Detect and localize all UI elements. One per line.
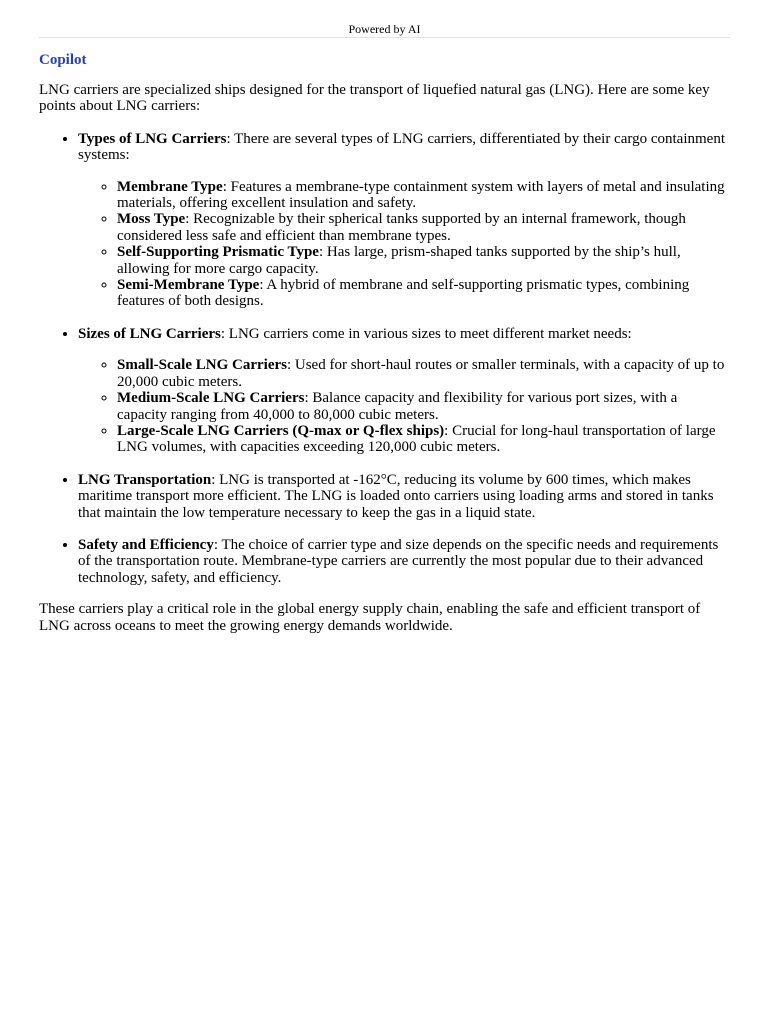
sender-name: Copilot — [39, 52, 87, 68]
powered-by-label: Powered by AI — [348, 22, 421, 36]
item-text: : Recognizable by their spherical tanks supported by an internal framework, though considered less safe and efficient than membrane types. — [117, 211, 686, 244]
item-text: : Has large, prism-shaped tanks supported by the ship’s hull, allowing for more cargo capacity. — [117, 244, 681, 277]
closing-paragraph: These carriers play a critical role in the global energy supply chain, enabling the safe and efficient transport of LNG across oceans to meet the growing energy demands worldwide. — [39, 601, 701, 634]
list-item — [117, 179, 730, 212]
item-term: Large-Scale LNG Carriers (Q-max or Q-flex ships) — [117, 422, 445, 439]
list-item-transportation — [78, 472, 730, 521]
item-term: Sizes of LNG Carriers — [78, 325, 221, 342]
key-points-list — [39, 131, 730, 586]
item-text: : Balance capacity and flexibility for various port sizes, with a capacity ranging from 40,000 to 80,000 cubic meters. — [117, 390, 678, 423]
sizes-sublist — [78, 357, 730, 455]
item-term: Membrane Type — [117, 178, 223, 195]
list-item — [117, 390, 730, 423]
intro-paragraph: LNG carriers are specialized ships designed for the transport of liquefied natural gas (LNG). Here are some key points about LNG carriers: — [39, 82, 710, 115]
item-text: : A hybrid of membrane and self-supporting prismatic types, combining features of both designs. — [117, 277, 690, 310]
list-item — [117, 423, 730, 456]
item-term: Self-Supporting Prismatic Type — [117, 244, 319, 261]
copilot-message — [39, 52, 730, 634]
item-term: Medium-Scale LNG Carriers — [117, 390, 305, 407]
item-text: : There are several types of LNG carriers, differentiated by their cargo containment systems: — [78, 130, 725, 164]
item-text: : Used for short-haul routes or smaller terminals, with a capacity of up to 20,000 cubic meters. — [117, 357, 725, 390]
list-item — [117, 211, 730, 244]
list-item-types — [78, 131, 730, 310]
list-item — [117, 357, 730, 390]
item-term: Safety and Efficiency — [78, 536, 214, 553]
item-text: : LNG carriers come in various sizes to meet different market needs: — [220, 325, 632, 342]
item-term: Types of LNG Carriers — [78, 130, 227, 147]
item-text: : Features a membrane-type containment system with layers of metal and insulating materials, offering excellent insulation and safety. — [117, 178, 725, 212]
item-text: : LNG is transported at -162°C, reducing its volume by 600 times, which makes maritime transport more efficient. The LNG is loaded onto carriers using loading arms and stored in tanks that maintain the low temperature necessary to keep the gas in a liquid state. — [78, 471, 714, 521]
item-term: LNG Transportation — [78, 471, 212, 488]
list-item — [117, 244, 730, 277]
item-term: Small-Scale LNG Carriers — [117, 357, 287, 374]
item-term: Semi-Membrane Type — [117, 277, 260, 294]
types-sublist — [78, 179, 730, 310]
item-text: : The choice of carrier type and size depends on the specific needs and requirements of the transportation route. Membrane-type carriers are currently the most popular due to their advanced technology, safety, and efficiency. — [78, 536, 719, 586]
list-item-safety — [78, 537, 730, 586]
powered-by-header — [39, 0, 730, 38]
item-term: Moss Type — [117, 211, 186, 228]
list-item-sizes — [78, 326, 730, 456]
item-text: : Crucial for long-haul transportation of large LNG volumes, with capacities exceeding 120,000 cubic meters. — [117, 422, 716, 456]
list-item — [117, 277, 730, 310]
